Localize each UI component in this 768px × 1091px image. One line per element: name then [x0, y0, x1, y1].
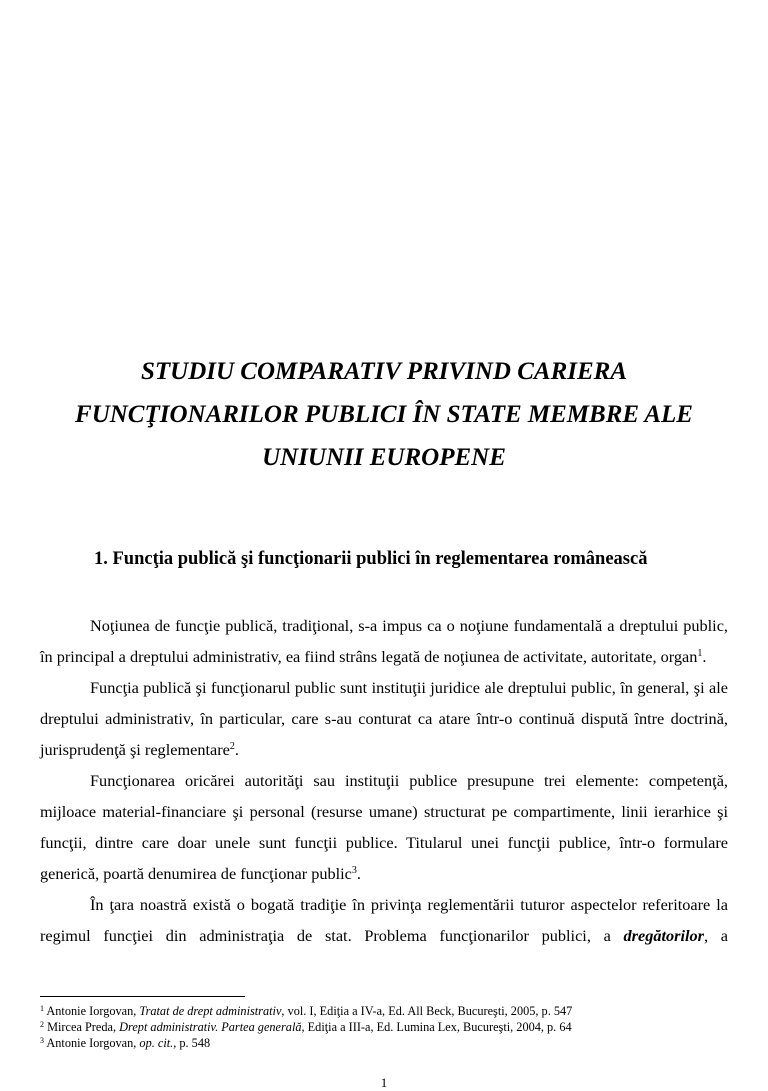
footnote-details: , Ediţia a III-a, Ed. Lumina Lex, Bucureşti, 2004, p. 64 [301, 1020, 572, 1034]
paragraph-3 [40, 765, 728, 889]
footnote-details: , vol. I, Ediţia a IV-a, Ed. All Beck, Bucureşti, 2005, p. 547 [281, 1004, 573, 1018]
footnote-separator [40, 996, 245, 997]
emphasized-term: dregătorilor [623, 926, 705, 945]
title-line-1: STUDIU COMPARATIV PRIVIND CARIERA [140, 358, 628, 385]
title-line-2: FUNCŢIONARILOR PUBLICI ÎN STATE MEMBRE ALE [75, 401, 693, 428]
paragraph-end: . [356, 864, 361, 883]
footnote-author: Antonie Iorgovan, [46, 1036, 140, 1050]
footnote-work: Drept administrativ. Partea generală [119, 1020, 302, 1034]
paragraph-end: . [234, 740, 239, 759]
footnote-1 [40, 1003, 740, 1019]
paragraph-4 [40, 889, 728, 951]
footnote-details: , p. 548 [173, 1036, 211, 1050]
footnote-3 [40, 1035, 740, 1051]
body-text [40, 610, 728, 951]
footnotes [40, 1003, 740, 1051]
title-line-3: UNIUNII EUROPENE [262, 444, 506, 471]
paragraph-1 [40, 610, 728, 672]
footnote-ref-2[interactable]: 2 [229, 741, 235, 752]
footnote-mark: 3 [40, 1036, 44, 1045]
document-title [40, 350, 728, 479]
paragraph-text: Funcţionarea oricărei autorităţi sau instituţii publice presupune trei elemente: competenţă, mijloace material-financiare şi personal (resurse umane) structurat pe compartimente, linii ierarhice şi funcţii, dintre care doar unele sunt funcţii publice. Titularul unei funcţii publice, într-o formulare generică, poartă denumirea de funcţionar public [40, 771, 728, 883]
page-number: 1 [380, 1075, 388, 1090]
paragraph-text: Funcţia publică şi funcţionarul public sunt instituţii juridice ale dreptului public, în general, şi ale dreptului administrativ, în particular, care s-au conturat ca atare într-o continuă dispută între doctrină, jurisprudenţă şi reglementare [40, 678, 728, 759]
paragraph-2 [40, 672, 728, 765]
footnote-author: Mircea Preda, [47, 1020, 120, 1034]
footnote-mark: 2 [40, 1020, 44, 1029]
footnote-ref-3[interactable]: 3 [351, 865, 357, 876]
paragraph-text: Noţiunea de funcţie publică, tradiţional, s-a impus ca o noţiune fundamentală a dreptului public, în principal a dreptului administrativ, ea fiind strâns legată de noţiunea de activitate, autoritate, organ [40, 616, 728, 666]
footnote-work: Tratat de drept administrativ [139, 1004, 282, 1018]
footnote-author: Antonie Iorgovan, [46, 1004, 140, 1018]
paragraph-end: . [702, 647, 707, 666]
section-heading: 1. Funcţia publică şi funcţionarii publici în reglementarea românească [94, 549, 648, 569]
paragraph-end: , a [704, 926, 728, 945]
footnote-work: op. cit. [139, 1036, 174, 1050]
footnote-ref-1[interactable]: 1 [697, 648, 703, 659]
footnote-2 [40, 1019, 740, 1035]
footnote-mark: 1 [40, 1004, 44, 1013]
paragraph-text: În ţara noastră există o bogată tradiţie în privinţa reglementării tuturor aspectelor referitoare la regimul funcţiei din administraţia de stat. Problema funcţionarilor publici, a [40, 895, 728, 945]
